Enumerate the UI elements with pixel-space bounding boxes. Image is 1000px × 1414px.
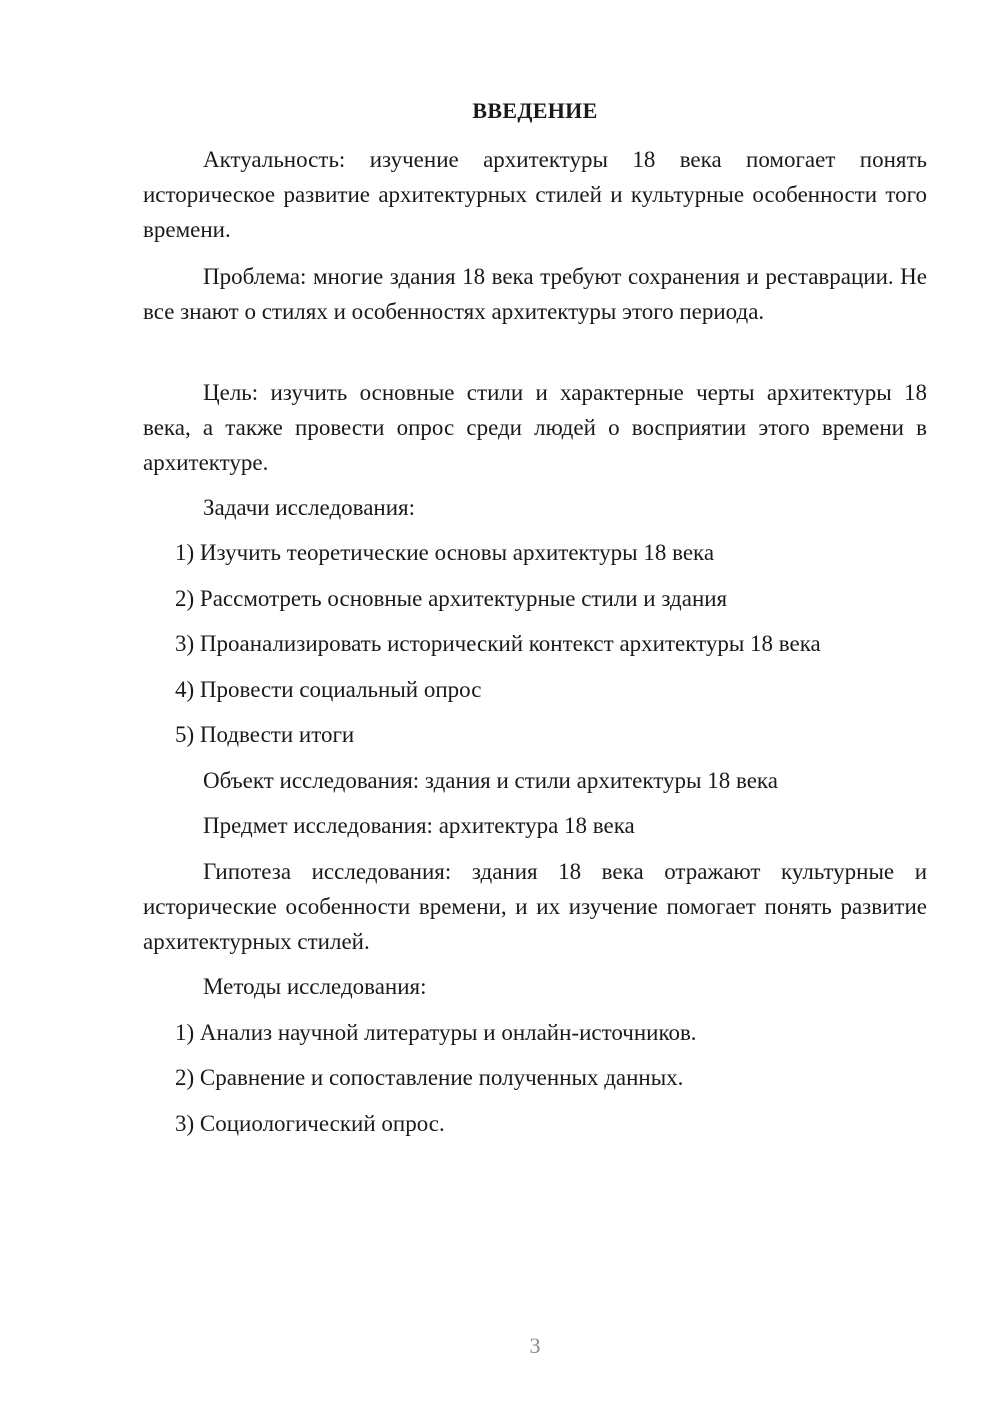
problem-paragraph-block	[143, 259, 927, 329]
task-item: 3) Проанализировать исторический контекст архитектуры 18 века	[175, 631, 821, 656]
subject-paragraph: Предмет исследования: архитектура 18 века	[203, 813, 635, 838]
relevance-paragraph-block	[143, 142, 927, 247]
object-paragraph: Объект исследования: здания и стили архитектуры 18 века	[203, 768, 778, 793]
page-number: 3	[529, 1333, 541, 1358]
tasks-heading: Задачи исследования:	[203, 495, 416, 520]
task-item: 2) Рассмотреть основные архитектурные стили и здания	[175, 586, 728, 611]
task-item-2-block	[143, 581, 927, 616]
object-paragraph-block	[143, 763, 927, 798]
method-item-1-block	[143, 1015, 927, 1050]
task-item: 1) Изучить теоретические основы архитектуры 18 века	[175, 540, 715, 565]
subject-paragraph-block	[143, 808, 927, 843]
page-title: ВВЕДЕНИЕ	[472, 98, 598, 123]
task-item-3-block	[143, 626, 927, 661]
task-item-5-block	[143, 717, 927, 752]
hypothesis-paragraph-block	[143, 854, 927, 959]
methods-heading-block	[143, 969, 927, 1004]
method-item-2-block	[143, 1060, 927, 1095]
task-item: 5) Подвести итоги	[175, 722, 355, 747]
method-item-3-block	[143, 1106, 927, 1141]
goal-paragraph-block	[143, 375, 927, 480]
method-item: 3) Социологический опрос.	[175, 1111, 445, 1136]
task-item: 4) Провести социальный опрос	[175, 677, 482, 702]
method-item: 1) Анализ научной литературы и онлайн-источников.	[175, 1020, 697, 1045]
problem-paragraph: Проблема: многие здания 18 века требуют сохранения и реставрации. Не все знают о стилях и особенностях архитектуры этого периода.	[143, 264, 927, 324]
task-item-4-block	[143, 672, 927, 707]
method-item: 2) Сравнение и сопоставление полученных данных.	[175, 1065, 684, 1090]
relevance-paragraph: Актуальность: изучение архитектуры 18 века помогает понять историческое развитие архитектурных стилей и культурные особенности того времени.	[143, 147, 927, 242]
hypothesis-paragraph: Гипотеза исследования: здания 18 века отражают культурные и исторические особенности времени, и их изучение помогает понять развитие архитектурных стилей.	[143, 859, 927, 954]
methods-heading: Методы исследования:	[203, 974, 427, 999]
tasks-heading-block	[143, 490, 927, 525]
goal-paragraph: Цель: изучить основные стили и характерные черты архитектуры 18 века, а также провести опрос среди людей о восприятии этого времени в архитектуре.	[143, 380, 927, 475]
task-item-1-block	[143, 535, 927, 570]
